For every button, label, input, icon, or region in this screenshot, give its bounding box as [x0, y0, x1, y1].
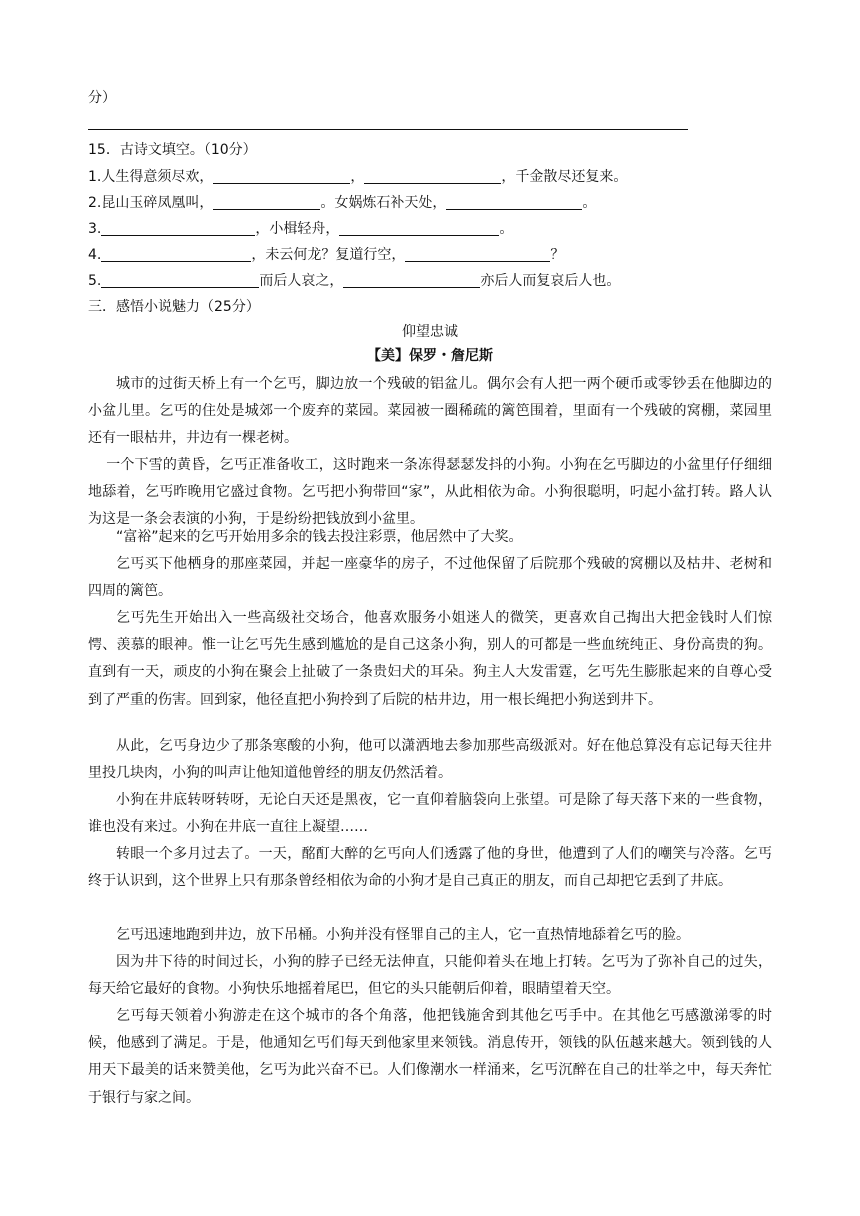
fill-blank[interactable] [405, 245, 550, 262]
fill-blank[interactable] [364, 167, 501, 184]
story-paragraph-5: 乞丐先生开始出入一些高级社交场合，他喜欢服务小姐迷人的微笑，更喜欢自己掏出大把金钱时人们惊愕、羡慕的眼神。惟一让乞丐先生感到尴尬的是自己这条小狗，别人的可都是一些血统纯正、身份高贵的狗。直到有一天，顽皮的小狗在聚会上扯破了一条贵妇犬的耳朵。狗主人大发雷霆，乞丐先生膨胀起来的自尊心受到了严重的伤害。回到家，他径直把小狗拎到了后院的枯井边，用一根长绳把小狗送到井下。 [88, 610, 772, 708]
fill-blank[interactable] [213, 193, 320, 210]
poem-line-5: 5. 而后人哀之， 亦后人而复哀后人也。 [88, 273, 621, 289]
fill-blank[interactable] [101, 245, 251, 262]
section-3-heading: 三．感悟小说魅力（25分） [88, 299, 260, 315]
question-15-title: 15．古诗文填空。（10分） [88, 142, 257, 158]
story-title: 仰望忠诚 [402, 324, 458, 340]
story-paragraph-10: 因为井下待的时间过长，小狗的脖子已经无法伸直，只能仰着头在地上打转。乞丐为了弥补自己的过失，每天给它最好的食物。小狗快乐地摇着尾巴，但它的头只能朝后仰着，眼睛望着天空。 [88, 954, 772, 998]
story-paragraph-2: 一个下雪的黄昏，乞丐正准备收工，这时跑来一条冻得瑟瑟发抖的小狗。小狗在乞丐脚边的小盆里仔仔细细地舔着，乞丐昨晚用它盛过食物。乞丐把小狗带回“家”，从此相依为命。小狗很聪明，叼起小盆打转。路人认为这是一条会表演的小狗，于是纷纷把钱放到小盆里。 [88, 457, 772, 528]
poem-line-1: 1.人生得意须尽欢， ， ，千金散尽还复来。 [88, 169, 628, 185]
story-paragraph-8: 转眼一个多月过去了。一天，酩酊大醉的乞丐向人们透露了他的身世，他遭到了人们的嘲笑与冷落。乞丐终于认识到，这个世界上只有那条曾经相依为命的小狗才是自己真正的朋友，而自己却把它丢到了井底。 [88, 846, 772, 890]
story-paragraph-1: 城市的过街天桥上有一个乞丐，脚边放一个残破的铝盆儿。偶尔会有人把一两个硬币或零钞丢在他脚边的小盆儿里。乞丐的住处是城郊一个废弃的菜园。菜园被一圈稀疏的篱笆围着，里面有一个残破的窝棚，菜园里还有一眼枯井，井边有一棵老树。 [88, 376, 772, 447]
continued-text: 分） [88, 90, 116, 106]
poem-line-4: 4. ，未云何龙？复道行空， ？ [88, 247, 565, 263]
story-paragraph-9: 乞丐迅速地跑到井边，放下吊桶。小狗并没有怪罪自己的主人，它一直热情地舔着乞丐的脸。 [116, 927, 690, 943]
story-paragraph-4: 乞丐买下他栖身的那座菜园，并起一座豪华的房子，不过他保留了后院那个残破的窝棚以及枯井、老树和四周的篱笆。 [88, 556, 772, 600]
poem-line-3: 3. ，小楫轻舟， 。 [88, 221, 514, 237]
fill-blank[interactable] [339, 219, 499, 236]
fill-blank[interactable] [101, 219, 255, 236]
fill-blank[interactable] [343, 271, 480, 288]
story-paragraph-7: 小狗在井底转呀转呀，无论白天还是黑夜，它一直仰着脑袋向上张望。可是除了每天落下来的一些食物，谁也没有来过。小狗在井底一直往上凝望…… [88, 792, 772, 836]
story-paragraph-6: 从此，乞丐身边少了那条寒酸的小狗，他可以潇洒地去参加那些高级派对。好在他总算没有忘记每天往井里投几块肉，小狗的叫声让他知道他曾经的朋友仍然活着。 [88, 738, 772, 782]
poem-line-2: 2.昆山玉碎凤凰叫， 。女娲炼石补天处， 。 [88, 195, 597, 211]
fill-blank[interactable] [213, 167, 350, 184]
fill-blank[interactable] [446, 193, 582, 210]
story-paragraph-3: “富裕”起来的乞丐开始用多余的钱去投注彩票，他居然中了大奖。 [116, 529, 523, 545]
fill-blank[interactable] [101, 271, 259, 288]
story-paragraph-11: 乞丐每天领着小狗游走在这个城市的各个角落，他把钱施舍到其他乞丐手中。在其他乞丐感激涕零的时候，他感到了满足。于是，他通知乞丐们每天到他家里来领钱。消息传开，领钱的队伍越来越大。领到钱的人用天下最美的话来赞美他，乞丐为此兴奋不已。人们像潮水一样涌来，乞丐沉醉在自己的壮举之中，每天奔忙于银行与家之间。 [88, 1008, 772, 1106]
answer-rule [88, 129, 688, 130]
story-author: 【美】保罗・詹尼斯 [367, 348, 493, 364]
